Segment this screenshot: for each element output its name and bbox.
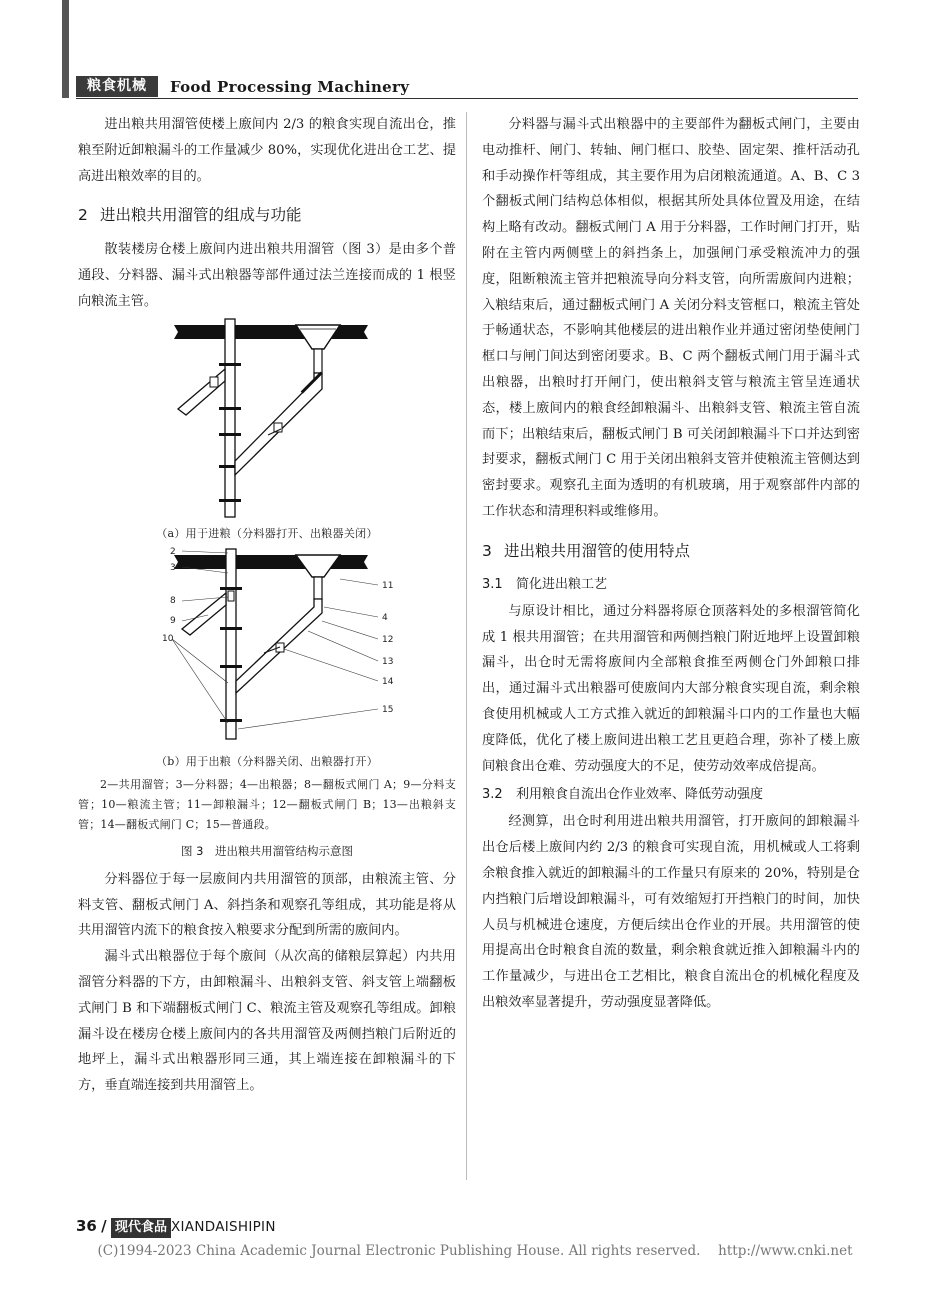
subsection-3-2-heading <box>482 783 860 807</box>
section-3-title: 进出粮共用溜管的使用特点 <box>504 541 691 560</box>
intro-paragraph: 进出粮共用溜管使楼上廒间内 2/3 的粮食实现自流出仓，推粮至附近卸粮漏斗的工作量减少 80%，实现优化进出仓工艺、提高进出粮效率的目的。 <box>78 117 456 184</box>
page-footer <box>76 1214 276 1238</box>
footer-slash: / <box>101 1217 107 1235</box>
splitter-paragraph: 分料器位于每一层廒间内共用溜管的顶部，由粮流主管、分料支管、翻板式闸门 A、斜挡条和观察孔等组成，其功能是将从共用溜管内流下的粮食按入粮要求分配到所需的廒间内。 <box>78 871 456 939</box>
journal-section-english: Food Processing Machinery <box>170 78 410 96</box>
section-2-title: 进出粮共用溜管的组成与功能 <box>100 206 302 225</box>
gate-paragraph: 分料器与漏斗式出粮器中的主要部件为翻板式闸门，主要由电动推杆、闸门、转轴、闸门框口、胶垫、固定架、推杆活动孔和手动操作杆等组成，其主要作用为启闭粮流通道。A、B、C 3 个翻板式闸门结构总体相似，根据其所处具体位置及用途，在结构上略有改动。翻板式闸门 A 用于分料器，工作时闸门打开，贴附在主管内两侧壁上的斜挡条上，加强闸门承受粮流冲力的强度，阻断粮流主管并把粮流导向分料支管，向所需廒间内进粮；入粮结束后，通过翻板式闸门 A 关闭分料支管框口，粮流主管处于畅通状态，不影响其他楼层的进出粮作业并通过密闭垫使闸门框口与闸门间达到密闭要求。B、C 两个翻板式闸门用于漏斗式出粮器，出粮时打开闸门，使出粮斜支管与粮流主管呈连通状态，楼上廒间内的粮食经卸粮漏斗、出粮斜支管、粮流主管自流而下；出粮结束后，翻板式闸门 B 可关闭卸粮漏斗下口并达到密封要求，翻板式闸门 C 用于关闭出粮斜支管并使粮流主管侧达到密封要求。观察孔主面为透明的有机玻璃，用于观察部件内部的工作状态和清理积料或维修用。 <box>482 117 860 519</box>
figure-3b-caption: （b）用于出粮（分料器关闭、出粮器打开） <box>155 754 379 768</box>
label-13: 13 <box>382 656 394 667</box>
figure-3a-diagram <box>78 315 456 525</box>
label-10: 10 <box>162 633 174 644</box>
label-11: 11 <box>382 580 394 591</box>
figure-3-legend: 2—共用溜管；3—分料器；4—出粮器；8—翻板式闸门 A；9—分料支管；10—粮流主管；11—卸粮漏斗；12—翻板式闸门 B；13—出粮斜支管；14—翻板式闸门 C；15—普通段。 <box>78 777 456 831</box>
figure-3-title: 图 3 进出粮共用溜管结构示意图 <box>181 843 353 858</box>
figure-3a-caption: （a）用于进粮（分料器打开、出粮器关闭） <box>156 526 378 540</box>
journal-name-badge: 现代食品 <box>111 1218 171 1238</box>
page-number: 36 <box>76 1217 97 1235</box>
subsection-3-1-number: 3.1 <box>482 576 503 592</box>
label-3: 3 <box>170 562 176 573</box>
label-4: 4 <box>382 612 388 623</box>
subsection-3-2-number: 3.2 <box>482 787 503 803</box>
outlet-paragraph: 漏斗式出粮器位于每个廒间（从次高的储粮层算起）内共用溜管分料器的下方，由卸粮漏斗、出粮斜支管、斜支管上端翻板式闸门 B 和下端翻板式闸门 C、粮流主管及观察孔等组成。卸粮漏斗设在楼房仓楼上廒间内的各共用溜管及两侧挡粮门后附近的地坪上，漏斗式出粮器形同三通，其上端连接在卸粮漏斗的下方，垂直端连接到共用溜管上。 <box>78 949 456 1094</box>
right-column <box>482 112 860 1016</box>
header-rule <box>76 98 858 99</box>
subsection-3-1-heading <box>482 573 860 597</box>
label-9: 9 <box>170 615 176 626</box>
copyright-notice: (C)1994-2023 China Academic Journal Electronic Publishing House. All rights reserved. http://www.cnki.net <box>97 1243 853 1259</box>
label-2: 2 <box>170 546 176 557</box>
section-3-number: 3 <box>482 541 492 560</box>
label-12: 12 <box>382 634 394 645</box>
label-8: 8 <box>170 595 176 606</box>
subsection-3-1-paragraph: 与原设计相比，通过分料器将原仓顶落料处的多根溜管简化成 1 根共用溜管；在共用溜管和两侧挡粮门附近地坪上设置卸粮漏斗，出仓时无需将廒间内全部粮食推至两侧仓门外卸粮口排出，通过漏斗式出粮器可使廒间内大部分粮食实现自流，剩余粮食使用机械或人工方式推入就近的卸粮漏斗口内的工作量也大幅度降低，优化了楼上廒间进出粮工艺且更趋合理，弥补了楼上廒间粮食出仓难、劳动强度大的不足，使劳动效率成倍提高。 <box>482 603 860 774</box>
figure-3b-diagram <box>78 543 456 753</box>
side-bar-decoration <box>62 0 69 98</box>
journal-section-badge: 粮食机械 <box>76 76 158 97</box>
section-3-heading <box>482 537 860 565</box>
subsection-3-2-paragraph: 经测算，出仓时利用进出粮共用溜管，打开廒间的卸粮漏斗出仓后楼上廒间内约 2/3 的粮食可实现自流，用机械或人工将剩余粮食推入就近的卸粮漏斗的工作量只有原来的 20%，特别是仓内挡粮门后增设卸粮漏斗，可有效缩短打开挡粮门的时间，加快人员与机械进仓速度，方便后续出仓作业的开展。共用溜管的使用提高出仓时粮食自流的数量，剩余粮食就近推入卸粮漏斗内的工作量减少，与进出仓工艺相比，粮食自流出仓的机械化程度及出粮效率显著提升，劳动强度显著降低。 <box>482 814 860 1010</box>
subsection-3-2-title: 利用粮食自流出仓作业效率、降低劳动强度 <box>516 787 764 803</box>
column-divider <box>466 112 467 1180</box>
figure-3 <box>78 315 456 861</box>
label-15: 15 <box>382 704 394 715</box>
subsection-3-1-title: 简化进出粮工艺 <box>516 576 608 592</box>
section-2-paragraph: 散装楼房仓楼上廒间内进出粮共用溜管（图 3）是由多个普通段、分料器、漏斗式出粮器等部件通过法兰连接而成的 1 根竖向粮流主管。 <box>78 242 456 309</box>
left-column <box>78 112 456 1099</box>
section-2-number: 2 <box>78 206 88 225</box>
section-2-heading <box>78 201 456 229</box>
journal-pinyin: XIANDAISHIPIN <box>170 1219 276 1235</box>
label-14: 14 <box>382 676 394 687</box>
